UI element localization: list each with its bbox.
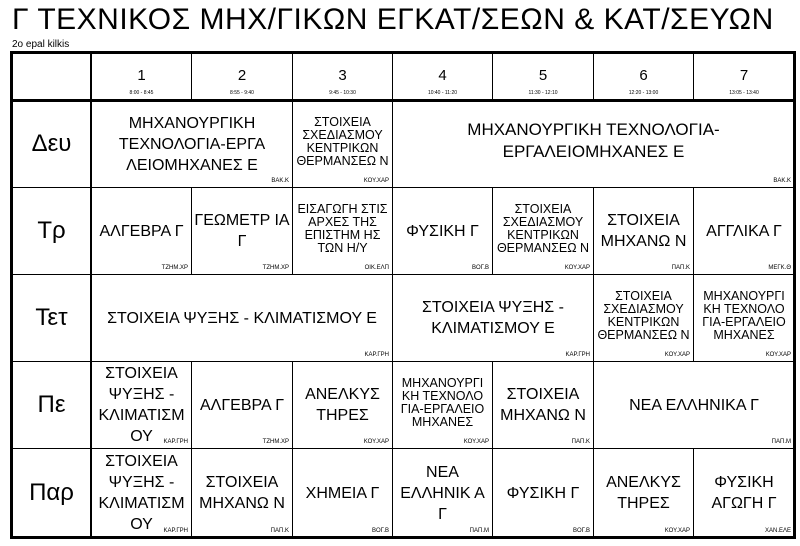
day-label: Πε <box>11 361 92 449</box>
lesson-subject: ΣΤΟΙΧΕΙΑ ΣΧΕΔΙΑΣΜΟΥ ΚΕΝΤΡΙΚΩΝ ΘΕΡΜΑΝΣΕΩ Ν <box>597 289 690 342</box>
lesson-subject: ΕΙΣΑΓΩΓΗ ΣΤΙΣ ΑΡΧΕΣ ΤΗΣ ΕΠΙΣΤΗΜ ΗΣ ΤΩΝ Η/Υ <box>297 202 388 255</box>
lesson-teacher: ΠΑΠ.Μ <box>771 439 791 445</box>
day-label: Τετ <box>11 274 92 362</box>
lesson-subject: ΧΗΜΕΙΑ Γ <box>305 484 380 502</box>
lesson-teacher: ΚΑΡ.ΓΡΗ <box>565 352 590 358</box>
lesson-teacher: ΟΙΚ.ΕΛΠ <box>364 265 389 271</box>
lesson-subject: ΦΥΣΙΚΗ ΑΓΩΓΗ Γ <box>711 474 777 512</box>
day-column-divider <box>90 52 92 537</box>
period-time: 13:05 - 13:40 <box>729 90 759 96</box>
lesson-subject: ΝΕΑ ΕΛΛΗΝΙΚ Α Γ <box>400 463 485 523</box>
lesson-teacher: ΤΖΗΜ.ΧΡ <box>262 439 289 445</box>
lesson-subject: ΑΓΓΛΙΚΑ Γ <box>706 222 782 240</box>
period-time: 9:45 - 10:30 <box>329 90 356 96</box>
lesson-subject: ΜΗΧΑΝΟΥΡΓΙ ΚΗ ΤΕΧΝΟΛΟ ΓΙΑ-ΕΡΓΑΛΕΙΟ ΜΗΧΑΝΕΣ <box>400 376 485 429</box>
lesson-subject: ΜΗΧΑΝΟΥΡΓΙΚΗ ΤΕΧΝΟΛΟΓΙΑ-ΕΡΓΑΛΕΙΟΜΗΧΑΝΕΣ Ε <box>467 120 720 161</box>
lesson-teacher: ΠΑΠ.Μ <box>469 528 489 534</box>
lesson-teacher: ΚΑΡ.ΓΡΗ <box>163 439 188 445</box>
lesson-subject: ΣΤΟΙΧΕΙΑ ΣΧΕΔΙΑΣΜΟΥ ΚΕΝΤΡΙΚΩΝ ΘΕΡΜΑΝΣΕΩ Ν <box>296 115 389 168</box>
lesson-subject: ΣΤΟΙΧΕΙΑ ΨΥΞΗΣ - ΚΛΙΜΑΤΙΣΜΟΥ Ε <box>422 299 564 337</box>
lesson-teacher: ΠΑΠ.Κ <box>671 265 690 271</box>
period-time: 8:00 - 8:45 <box>129 90 154 96</box>
header-divider <box>11 99 794 102</box>
lesson-teacher: ΚΟΥ.ΧΑΡ <box>363 439 389 445</box>
lesson-teacher: ΤΖΗΜ.ΧΡ <box>161 265 188 271</box>
lesson-teacher: ΠΑΠ.Κ <box>270 528 289 534</box>
lesson-teacher: ΚΟΥ.ΧΑΡ <box>564 265 590 271</box>
lesson-teacher: ΚΟΥ.ΧΑΡ <box>664 528 690 534</box>
timetable-frame <box>10 51 796 539</box>
lesson-teacher: ΜΕΓΚ.Θ <box>768 265 791 271</box>
lesson-teacher: ΚΑΡ.ΓΡΗ <box>163 528 188 534</box>
lesson-subject: ΜΗΧΑΝΟΥΡΓΙΚΗ ΤΕΧΝΟΛΟΓΙΑ-ΕΡΓΑ ΛΕΙΟΜΗΧΑΝΕΣ Ε <box>118 114 266 174</box>
lesson-teacher: ΚΟΥ.ΧΑΡ <box>664 352 690 358</box>
period-time: 11:30 - 12:10 <box>528 90 558 96</box>
lesson-subject: ΝΕΑ ΕΛΛΗΝΙΚΑ Γ <box>629 396 759 414</box>
period-number: 6 <box>639 67 648 84</box>
period-number: 7 <box>739 67 749 84</box>
lesson-subject: ΣΤΟΙΧΕΙΑ ΜΗΧΑΝΩ Ν <box>600 212 687 250</box>
lesson-teacher: ΒΟΓ.Β <box>573 528 590 534</box>
period-number: 2 <box>237 67 247 84</box>
period-number: 5 <box>538 67 548 84</box>
period-time: 10:40 - 11:20 <box>427 90 458 96</box>
period-number: 4 <box>438 67 447 84</box>
lesson-teacher: ΒΑΚ.Κ <box>271 178 289 184</box>
lesson-teacher: ΚΑΡ.ΓΡΗ <box>364 352 389 358</box>
lesson-subject: ΑΝΕΛΚΥΣ ΤΗΡΕΣ <box>606 474 681 512</box>
lesson-teacher: ΚΟΥ.ΧΑΡ <box>463 439 489 445</box>
lesson-subject: ΜΗΧΑΝΟΥΡΓΙ ΚΗ ΤΕΧΝΟΛΟ ΓΙΑ-ΕΡΓΑΛΕΙΟ ΜΗΧΑΝΕΣ <box>702 289 786 342</box>
day-label: Δευ <box>11 100 92 188</box>
lesson-subject: ΣΤΟΙΧΕΙΑ ΨΥΞΗΣ - ΚΛΙΜΑΤΙΣΜΟΥ Ε <box>107 309 377 327</box>
lesson-subject: ΣΤΟΙΧΕΙΑ ΨΥΞΗΣ - ΚΛΙΜΑΤΙΣΜ ΟΥ <box>98 365 185 445</box>
period-time: 8:55 - 9:40 <box>230 90 254 96</box>
lesson-subject: ΣΤΟΙΧΕΙΑ ΜΗΧΑΝΩ Ν <box>500 386 586 424</box>
lesson-subject: ΑΛΓΕΒΡΑ Γ <box>199 396 285 414</box>
lesson-subject: ΣΤΟΙΧΕΙΑ ΜΗΧΑΝΩ Ν <box>199 474 285 512</box>
period-number: 3 <box>338 67 347 84</box>
page-title: Γ ΤΕΧΝΙΚΟΣ ΜΗΧ/ΓΙΚΩΝ ΕΓΚΑΤ/ΣΕΩΝ & ΚΑΤ/ΣΕΥΩΝ <box>12 3 774 36</box>
lesson-teacher: ΒΟΓ.Β <box>372 528 389 534</box>
lesson-teacher: ΠΑΠ.Κ <box>571 439 590 445</box>
day-label: Τρ <box>11 187 92 275</box>
lesson-teacher: ΒΑΚ.Κ <box>773 178 791 184</box>
lesson-subject: ΣΤΟΙΧΕΙΑ ΣΧΕΔΙΑΣΜΟΥ ΚΕΝΤΡΙΚΩΝ ΘΕΡΜΑΝΣΕΩ Ν <box>496 202 590 255</box>
lesson-subject: ΑΝΕΛΚΥΣ ΤΗΡΕΣ <box>305 386 380 424</box>
lesson-teacher: ΚΟΥ.ΧΑΡ <box>363 178 389 184</box>
lesson-subject: ΓΕΩΜΕΤΡ ΙΑ Γ <box>194 212 290 250</box>
day-label: Παρ <box>11 448 92 538</box>
lesson-teacher: ΚΟΥ.ΧΑΡ <box>765 352 791 358</box>
lesson-teacher: ΤΖΗΜ.ΧΡ <box>262 265 289 271</box>
lesson-subject: ΣΤΟΙΧΕΙΑ ΨΥΞΗΣ - ΚΛΙΜΑΤΙΣΜ ΟΥ <box>98 453 185 533</box>
period-time: 12:20 - 13:00 <box>628 90 659 96</box>
lesson-subject: ΦΥΣΙΚΗ Γ <box>406 222 479 240</box>
lesson-subject: ΑΛΓΕΒΡΑ Γ <box>99 222 184 240</box>
school-name: 2o epal kilkis <box>12 39 70 50</box>
lesson-subject: ΦΥΣΙΚΗ Γ <box>506 484 580 502</box>
lesson-teacher: ΒΟΓ.Β <box>472 265 489 271</box>
lesson-teacher: ΧΑΝ.ΕΛΕ <box>764 528 791 534</box>
period-number: 1 <box>137 67 146 84</box>
